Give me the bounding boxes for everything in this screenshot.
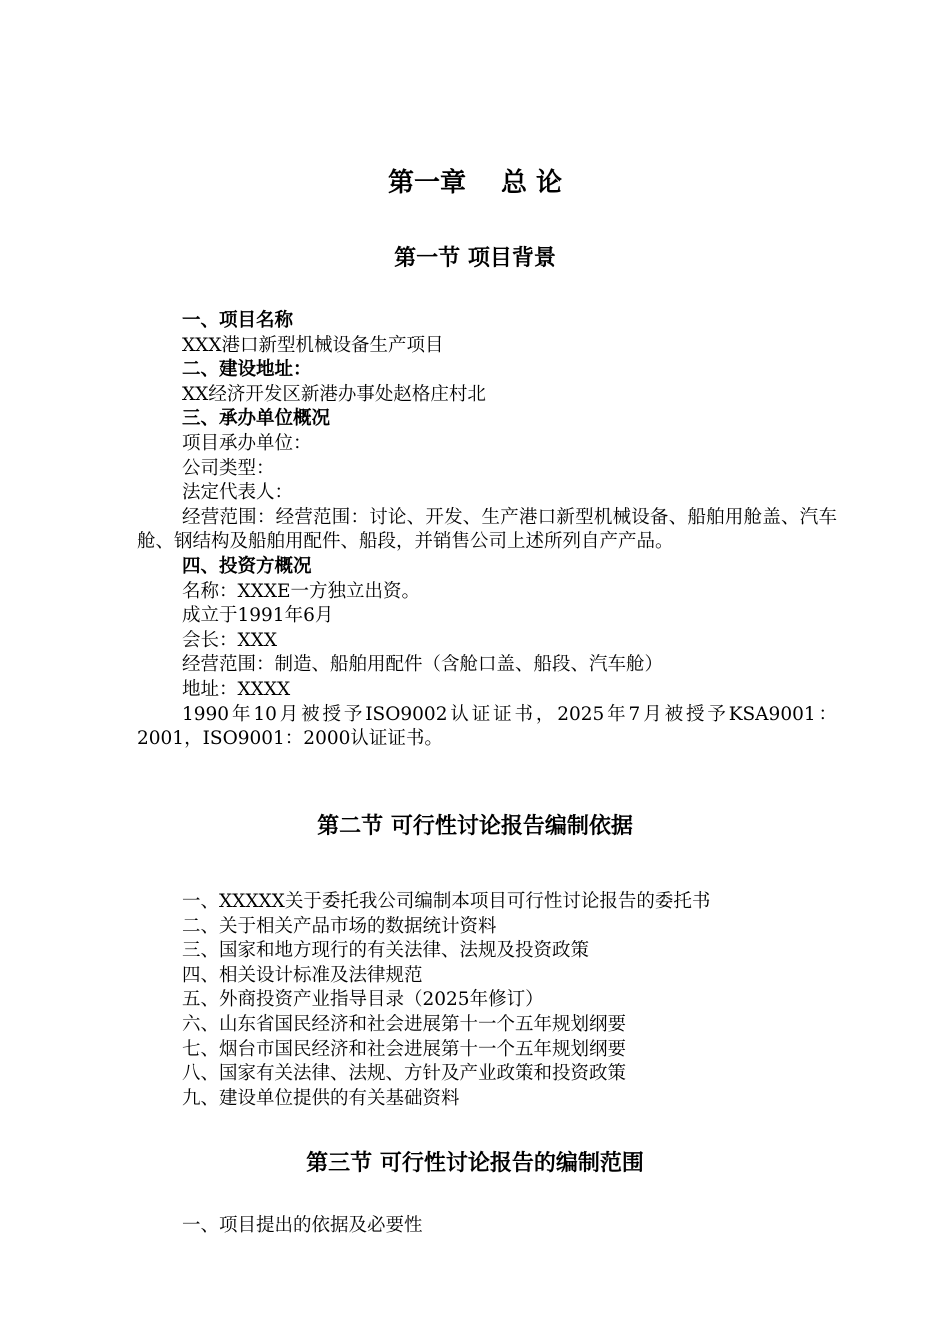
construction-address-value: XX经济开发区新港办事处赵格庄村北 bbox=[182, 383, 486, 405]
heading-host-unit: 三、承办单位概况 bbox=[182, 408, 331, 430]
section-2-list bbox=[137, 890, 837, 1111]
basis-item: 四、相关设计标准及法律规范 bbox=[182, 964, 423, 986]
legal-representative-label: 法定代表人： bbox=[182, 482, 294, 504]
investor-founded: 成立于1991年6月 bbox=[182, 605, 334, 627]
heading-construction-address: 二、建设地址： bbox=[182, 359, 312, 381]
basis-item: 九、建设单位提供的有关基础资料 bbox=[182, 1087, 460, 1109]
section-title-1: 第一节 项目背景 bbox=[394, 246, 556, 271]
scope-item: 一、项目提出的依据及必要性 bbox=[182, 1215, 423, 1236]
investor-chairman: 会长：XXX bbox=[182, 629, 278, 651]
host-unit-label: 项目承办单位： bbox=[182, 432, 312, 454]
investor-name: 名称：XXXE一方独立出资。 bbox=[182, 580, 421, 602]
project-name-value: XXX港口新型机械设备生产项目 bbox=[182, 334, 444, 356]
section-title-3: 第三节 可行性讨论报告的编制范围 bbox=[306, 1151, 644, 1176]
basis-item: 七、烟台市国民经济和社会进展第十一个五年规划纲要 bbox=[182, 1038, 627, 1060]
basis-item: 二、关于相关产品市场的数据统计资料 bbox=[182, 915, 497, 937]
basis-item: 五、外商投资产业指导目录（2025年修订） bbox=[182, 989, 544, 1011]
basis-item: 一、XXXXX关于委托我公司编制本项目可行性讨论报告的委托书 bbox=[182, 891, 711, 912]
investor-address: 地址：XXXX bbox=[182, 678, 291, 700]
chapter-title: 第一章 总 论 bbox=[387, 168, 563, 198]
basis-item: 六、山东省国民经济和社会进展第十一个五年规划纲要 bbox=[182, 1013, 627, 1035]
section-1-body bbox=[137, 309, 837, 752]
heading-project-name: 一、项目名称 bbox=[182, 310, 294, 331]
heading-investor-overview: 四、投资方概况 bbox=[182, 555, 312, 577]
investor-business-scope: 经营范围：制造、船舶用配件（含舱口盖、船段、汽车舱） bbox=[182, 654, 664, 676]
basis-item: 八、国家有关法律、法规、方针及产业政策和投资政策 bbox=[182, 1063, 627, 1085]
certification-paragraph: 1990年10月被授予ISO9002认证证书，2025年7月被授予KSA9001：2001，ISO9001：2000认证证书。 bbox=[137, 703, 837, 750]
business-scope-paragraph: 经营范围：经营范围：讨论、开发、生产港口新型机械设备、船舶用舱盖、汽车舱、钢结构及船舶用配件、船段，并销售公司上述所列自产产品。 bbox=[137, 506, 837, 553]
section-3-list bbox=[137, 1214, 837, 1239]
basis-item: 三、国家和地方现行的有关法律、法规及投资政策 bbox=[182, 940, 590, 962]
section-title-2: 第二节 可行性讨论报告编制依据 bbox=[317, 814, 633, 839]
company-type-label: 公司类型： bbox=[182, 457, 275, 479]
